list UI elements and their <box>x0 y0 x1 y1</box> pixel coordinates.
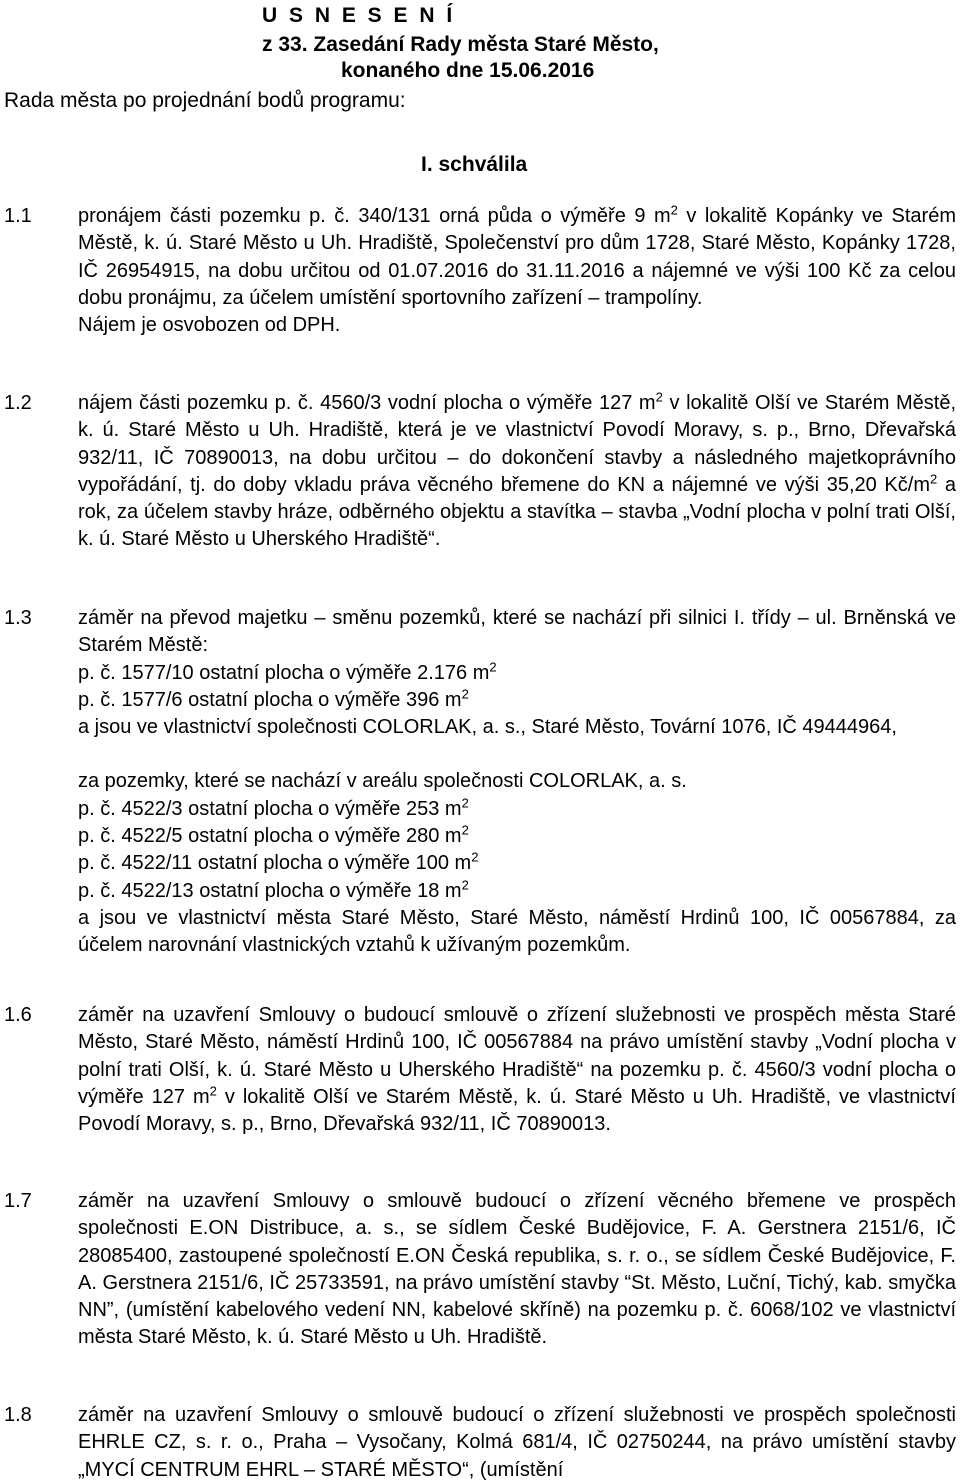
item-note: Nájem je osvobozen od DPH. <box>78 314 341 337</box>
document-subtitle: z 33. Zasedání Rady města Staré Město, <box>262 33 659 56</box>
item-number: 1.2 <box>4 392 32 414</box>
item-number: 1.7 <box>4 1190 32 1212</box>
item-text: záměr na uzavření Smlouvy o smlouvě budoucí o zřízení věcného břemene ve prospěch společnosti E.ON Distribuce, a. s., se sídlem České Budějovice, F. A. Gerstnera 2151/6, IČ 28085400, zastoupené společností E.ON Česká republika, s. r. o., se sídlem České Budějovice, F. A. Gerstnera 2151/6, IČ 25733591, na právo umístění stavby “St. Město, Luční, Tichý, kab. smyčka NN”, (umístění kabelového vedení NN, kabelové skříně) na pozemku p. č. 6068/102 ve vlastnictví města Staré Město, k. ú. Staré Město u Uh. Hradiště. <box>78 1190 956 1349</box>
item-text: nájem části pozemku p. č. 4560/3 vodní plocha o výměře 127 $m^2$ v lokalitě Olší ve Starém Městě, k. ú. Staré Město u Uh. Hradiště, která je ve vlastnictví Povodí Moravy, s. p., Brno, Dřevařská 932/11, IČ 70890013, na dobu určitou – do dokončení stavby a následného majetkoprávního vypořádání, tj. do doby vkladu práva věcného břemene do KN a nájemné ve výši 35,20 $Kč/m^2$ a rok, za účelem stavby hráze, odběrného objektu a stavítka – stavba „Vodní plocha v polní trati Olší, k. ú. Staré Město u Uherského Hradiště“. <box>78 389 957 551</box>
item-text: záměr na převod majetku – směnu pozemků, které se nachází při silnici I. třídy – ul. Brněnská ve Starém Městě: p. č. 1577/10 ostatní plocha o výměře 2.176 $m^2$ p. č. 1577/6 ostatní plocha o výměře 396 $m^2$ a jsou ve vlastnictví společnosti COLORLAK, a. s., Staré Město, Tovární 1076, IČ 49444964, za pozemky, které se nachází v areálu společnosti COLORLAK, a. s. p. č. 4522/3 ostatní plocha o výměře 253 $m^2$ p. č. 4522/5 ostatní plocha o výměře 280 $m^2$ p. č. 4522/11 ostatní plocha o výměře 100 $m^2$ p. č. 4522/13 ostatní plocha o výměře 18 $m^2$ a jsou ve vlastnictví města Staré Město, Staré Město, náměstí Hrdinů 100, IČ 00567884, za účelem narovnání vlastnických vztahů k užívaným pozemkům. <box>78 607 956 957</box>
parcel-line: p. č. 4522/11 ostatní plocha o výměře 100 $m^2$ <box>78 849 479 875</box>
item-text: pronájem části pozemku p. č. 340/131 orná půda o výměře 9 $m^2$ v lokalitě Kopánky ve Starém Městě, k. ú. Staré Město u Uh. Hradiště, Společenství pro dům 1728, Staré Město, Kopánky 1728, IČ 26954915, na dobu určitou od 01.07.2016 do 31.11.2016 a nájemné ve výši 100 Kč za celou dobu pronájmu, za účelem umístění sportovního zařízení – trampolíny. Nájem je osvobozen od DPH. <box>78 203 956 339</box>
parcel-line: p. č. 4522/5 ostatní plocha o výměře 280 $m^2$ <box>78 822 469 848</box>
item-text: záměr na uzavření Smlouvy o budoucí smlouvě o zřízení služebnosti ve prospěch města Staré Město, Staré Město, náměstí Hrdinů 100, IČ 00567884 na právo umístění stavby „Vodní plocha v polní trati Olší, k. ú. Staré Město u Uherského Hradiště“ na pozemku p. č. 4560/3 vodní plocha o výměře 127 $m^2$ v lokalitě Olší ve Starém Městě, k. ú. Staré Město u Uh. Hradiště, ve vlastnictví Povodí Moravy, s. p., Brno, Dřevařská 932/11, IČ 70890013. <box>78 1004 956 1136</box>
item-text: záměr na uzavření Smlouvy o smlouvě budoucí o zřízení služebnosti ve prospěch společnosti EHRLE CZ, s. r. o., Praha – Vysočany, Kolmá 681/4, IČ 02750244, na právo umístění stavby „MYCÍ CENTRUM EHRL – STARÉ MĚSTO“, (umístění <box>78 1404 956 1481</box>
parcel-line: p. č. 4522/13 ostatní plocha o výměře 18 $m^2$ <box>78 877 469 902</box>
item-number: 1.1 <box>4 205 32 227</box>
item-number: 1.6 <box>4 1004 32 1026</box>
parcel-line: p. č. 4522/3 ostatní plocha o výměře 253 $m^2$ <box>78 795 469 820</box>
meeting-date: konaného dne 15.06.2016 <box>341 59 595 82</box>
item-number: 1.8 <box>4 1404 32 1426</box>
item-number: 1.3 <box>4 607 32 629</box>
intro-text: Rada města po projednání bodů programu: <box>4 89 406 112</box>
parcel-line: p. č. 1577/10 ostatní plocha o výměře 2.176 $m^2$ <box>78 658 497 684</box>
document-title: U S N E S E N Í <box>262 4 456 27</box>
parcel-line: p. č. 1577/6 ostatní plocha o výměře 396 $m^2$ <box>78 686 469 711</box>
section-title: I. schválila <box>421 153 528 176</box>
